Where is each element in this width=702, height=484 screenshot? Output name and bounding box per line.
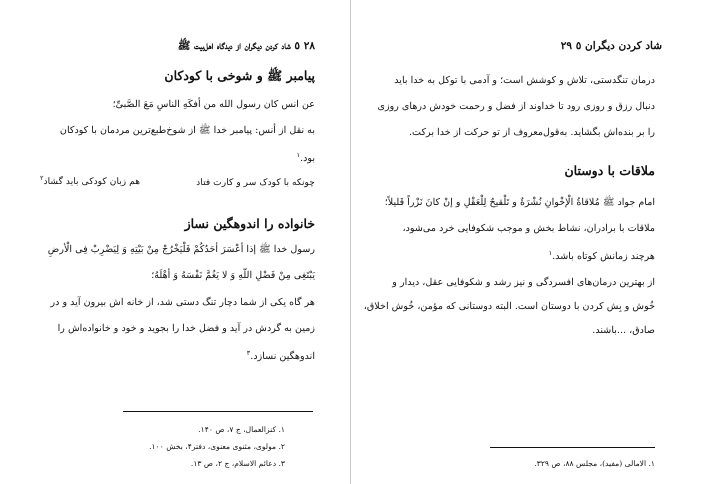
translation-line: به نقل از أنس: پیامبر خدا ﷺ از شوخ‌طبع‌ترین مردمان با کودکان bbox=[59, 125, 315, 136]
arabic-hadith: یَبْتَغِی مِنْ فَضْلِ اللّهِ وَ لا یَغُمَّ نَفْسَهُ وَ أهْلَهُ؛ bbox=[151, 270, 315, 281]
translation-line: هر گاه یکی از شما دچار تنگ دستی شد، از خانه اش بیرون آید و در bbox=[50, 297, 315, 308]
arabic-hadith: رسول خدا ﷺ إذا أعْسَرَ أحَدُکُمْ فَلْیَخْرُجْ مِنْ بَیْتِهِ وَ لِیَضْرِبْ فِی الْأرضِ bbox=[47, 244, 315, 255]
body-line: دنبال رزق و روزی رود تا خداوند از فضل و رحمت خودش درهای روزی bbox=[377, 101, 655, 112]
translation-line: اندوهگین نسازد.$^۳$ bbox=[246, 349, 315, 363]
footnote: ۱. کنزالعمال، ج ۷، ص ۱۴۰. bbox=[198, 425, 285, 434]
footnote: ۲. مولوی، مثنوی معنوی، دفتر۴، بخش ۱۰۰. bbox=[149, 442, 285, 451]
translation-line: ملاقات با برادران، نشاط بخش و موجب شکوفایی خرد می‌شود، bbox=[402, 223, 655, 234]
body-line: صادق، ...باشند. bbox=[592, 325, 655, 336]
section-heading-prophet-children: پیامبر ﷺ و شوخی با کودکان bbox=[164, 68, 315, 83]
section-heading-family: خانواده را اندوهگین نساز bbox=[184, 216, 315, 231]
footnote-ref: ۲ bbox=[40, 174, 44, 182]
translation-line: هرچند زمانش کوتاه باشد.$^۱$ bbox=[548, 249, 655, 263]
body-line: را بر بنده‌اش بگشاید. به‌قول‌معروف از تو حرکت از خدا برکت. bbox=[409, 127, 655, 138]
footnote-ref: ۱ bbox=[548, 249, 553, 257]
footnote-ref: ۳ bbox=[246, 349, 251, 357]
translation-line: بود.$^۱$ bbox=[296, 151, 315, 165]
page-header: ۲۸ ٥ شاد کردن دیگران از دیدگاه اهل‌بیت ﷺ bbox=[177, 40, 315, 52]
arabic-hadith: عن انس کان رسول الله من أفکَهِ الناسِ مَعَ الصَّبیِّ؛ bbox=[112, 99, 315, 110]
body-line: خُوش و بِش کردن با دوستان است. البته دوستانی که مؤمن، خُوش اخلاق، bbox=[363, 301, 655, 312]
page-header: شاد کردن دیگران ٥ ۲۹ bbox=[560, 40, 662, 52]
body-line: از بهترین درمان‌های افسردگی و نیز رشد و شکوفایی عقل، دیدار و bbox=[392, 277, 655, 288]
footnote-ref: ۱ bbox=[296, 151, 301, 159]
footnote: ۱. الامالی (مفید)، مجلس ۸۸، ص ۳۲۹. bbox=[534, 459, 655, 468]
footnote-divider bbox=[123, 411, 313, 412]
translation-line: زمین به گردش در آید و فضل خدا را بجوید و خود و خانواده‌اش را bbox=[57, 323, 315, 334]
section-heading-friends: ملاقات با دوستان bbox=[564, 163, 655, 178]
poem-hemistich-right: چونکه با کودک سر و کارت فتاد bbox=[196, 177, 315, 188]
right-page bbox=[351, 0, 702, 484]
footnote: ۳. دعائم الاسلام، ج ۲، ص ۱۳. bbox=[190, 459, 285, 468]
footnote-divider bbox=[490, 447, 655, 448]
body-line: درمان تنگدستی، تلاش و کوشش است؛ و آدمی با توکل به خدا باید bbox=[394, 75, 655, 86]
arabic-hadith: امام جواد ﷺ مُلاقاةُ الْإخْوانِ نُشْرَةٌ و تَلْقیحٌ لِلْعَقْلِ و إنْ کانَ نَزْراً قَلیلاً؛ bbox=[384, 197, 655, 208]
poem-hemistich-left: هم زبان کودکی باید گشاد$^۲$ bbox=[40, 174, 141, 188]
